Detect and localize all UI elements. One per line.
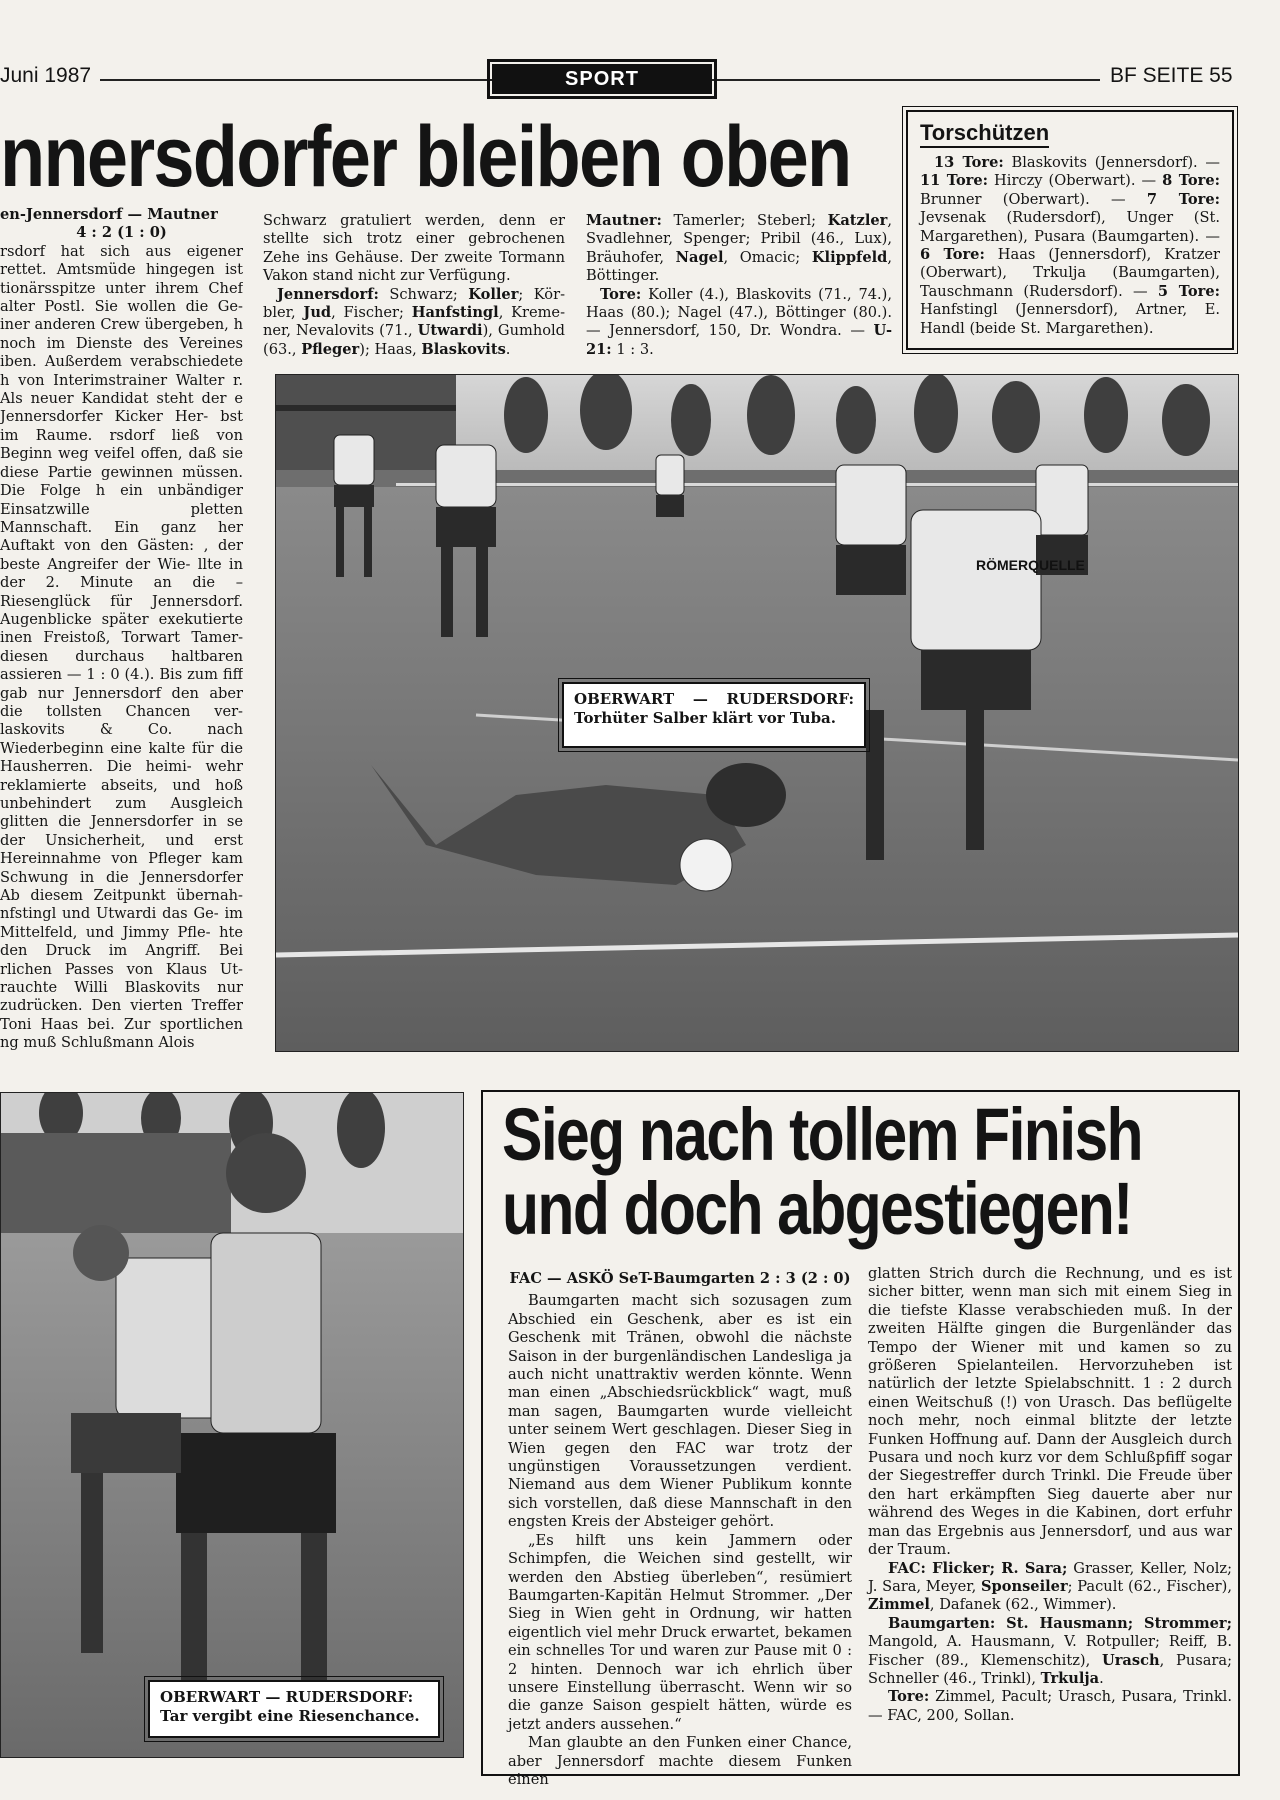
scorers-list: 13 Tore: Blaskovits (Jennersdorf). — 11 Tore: Hirczy (Oberwart). — 8 Tore: Brunner (Oberwart). — 7 Tore: Jevsenak (Rudersdorf), Unger (St. Margarethen), Pusara (Baumgarten). — 6 Tore: Haas (Jennersdorf), Kratzer (Oberwart), Trkulja (Baumgarten), Tauschmann (Rudersdorf). — 5 Tore: Hanfstingl (Jennersdorf), Artner, E. Handl (beide St. Margarethen). xyxy=(920,154,1221,337)
headline-jennersdorf: nnersdorfer bleiben oben xyxy=(0,109,851,205)
section-label: SPORT xyxy=(492,64,712,94)
match-score: 4 : 2 (1 : 0) xyxy=(76,224,167,242)
article2-paragraph-3: Man glaubte an den Funken einer Chance, aber Jennersdorf machte diesem Funken einen xyxy=(508,1734,852,1788)
lineup-jennersdorf: Jennersdorf: Schwarz; Koller; Kör- bler, Jud, Fischer; Hanfstingl, Kreme- ner, Nevalovits (71., Utwardi), Gumhold (63., Pfleger); Haas, Blaskovits. xyxy=(263,285,566,358)
photo2-illustration xyxy=(1,1093,463,1757)
article1-body-continued: Schwarz gratuliert werden, denn er stellte sich trotz einer gebrochenen Zehe ins Gehäuse. Der zweite Tormann Vakon stand nicht zur Verfügung. xyxy=(263,212,565,285)
article2-match-line: FAC — ASKÖ SeT-Baumgarten 2 : 3 (2 : 0) xyxy=(509,1270,851,1287)
lineup-fac: FAC: Flicker; R. Sara; Grasser, Keller, Nolz; J. Sara, Meyer, Sponseiler; Pacult (62., Fischer), Zimmel, Dafanek (62., Wimmer). xyxy=(868,1559,1232,1614)
lineup-baumgarten: Baumgarten: St. Hausmann; Strommer; Mangold, A. Hausmann, V. Rotpuller; Reiff, B. Fischer (89., Klemenschitz), Urasch, Pusara; Schneller (46., Trinkl), Trkulja. xyxy=(868,1614,1232,1687)
photo2-caption: OBERWART — RUDERSDORF: Tar vergibt eine Riesenchance. xyxy=(148,1680,440,1738)
page-number: BF SEITE 55 xyxy=(1104,64,1233,88)
issue-date: Juni 1987 xyxy=(0,64,97,88)
scorers-box xyxy=(906,110,1234,350)
article2-paragraph-1: Baumgarten macht sich sozusagen zum Abschied ein Geschenk, aber es ist ein Geschenk mit Tränen, obwohl die nächste Saison in der burgenländischen Landesliga ja auch nicht unattraktiv werden könnte. Wenn man einen „Abschiedsrückblick“ wagt, muß man sagen, Baumgarten wurde vielleicht unter seinem Wert geschlagen. Dieser Sieg in Wien gegen den FAC war trotz der ungünstigen Voraussetzungen verdient. Niemand aus dem Wiener Publikum konnte sich vorstellen, daß diese Mannschaft in den engsten Kreis der Absteiger gehört. xyxy=(508,1292,852,1531)
article2-paragraph-2: „Es hilft uns kein Jammern oder Schimpfen, die Weichen sind gestellt, wir werden den Abstieg überleben“, resümiert Baumgarten-Kapitän Helmut Strommer. „Der Sieg in Wien geht in Ordnung, wir hatten eigentlich viel mehr Druck erwartet, bekamen ein schnelles Tor und waren zur Pause mit 0 : 2 hinten. Dennoch war ich ehrlich über unsere Einstellung überrascht. Wenn wir so die ganze Saison gespielt hätten, würde es jetzt anders aussehen.“ xyxy=(508,1531,852,1733)
article1-body: rsdorf hat sich aus eigener rettet. Amtsmüde hingegen ist tionärsspitze unter ihrem Chef alter Postl. Sie wollen die Ge- iner anderen Crew übergeben, h noch im Dienste des Vereines iben. Außerdem verabschiedete h von Interimstrainer Walter r. Als neuer Kandidat steht der e Jennersdorfer Kicker Her- bst im Raume. rsdorf ließ von Beginn weg veifel offen, daß sie diese Partie gewinnen müssen. Die Folge h ein unbändiger Einsatzwille pletten Mannschaft. Ein ganz her Auftakt von den Gästen: , der beste Angreifer der Wie- llte in der 2. Minute an die – Riesenglück für Jennersdorf. Augenblicke später exekutierte inen Freistoß, Torwart Tamer- diesen durchaus haltbaren assieren — 1 : 0 (4.). Bis zum fiff gab nur Jennersdorf den aber die tollsten Chancen ver- laskovits & Co. nach Wiederbeginn eine kalte für die Hausherren. Die heimi- wehr reklamierte abseits, und hoß unbehindert zum Ausgleich glitten die Jennersdorfer in se der Unsicherheit, und erst Hereinnahme von Pfleger kam Schwung in die Jennersdorfer Ab diesem Zeitpunkt übernah- nfstingl und Utwardi das Ge- im Mittelfeld, und Jimmy Pfle- hte den Druck im Angriff. Bei rlichen Passes von Klaus Ut- rauchte Willi Blaskovits nur zudrücken. Den vierten Treffer Toni Haas bei. Zur sportlichen ng muß Schlußmann Alois xyxy=(0,242,243,1052)
article2-paragraph-4: glatten Strich durch die Rechnung, und es ist sicher bitter, wenn man sich mit einem Sieg in die tiefste Klasse verabschieden muß. In der zweiten Hälfte gingen die Burgenländer das Tempo der Wiener mit und kamen so zu größeren Spielanteilen. Hervorzuheben ist natürlich der letzte Spielabschnitt. 1 : 2 durch einen Weitschuß (!) von Urasch. Das beflügelte noch mehr, noch einmal blitzte der letzte Funken Hoffnung auf. Dann der Ausgleich durch Pusara und noch kurz vor dem Schlußpfiff sogar der Siegestreffer durch Trinkl. Die Freude über den hart erkämpften Sieg dauerte aber nur während des Weges in die Kabinen, dort erfuhr man das Ergebnis aus Jennersdorf, und aus war der Traum. xyxy=(868,1265,1232,1559)
jersey-sponsor: RÖMERQUELLE xyxy=(976,557,1085,573)
article2-column-1 xyxy=(508,1270,852,1789)
lineup-mautner: Mautner: Tamerler; Steberl; Katzler, Svadlehner, Spenger; Pribil (46., Lux), Bräuhofer, Nagel, Omacic; Klippfeld, Böttinger. xyxy=(586,212,892,285)
headline-sieg: Sieg nach tollem Finish und doch abgestiegen! xyxy=(502,1093,1142,1250)
article1-column-3 xyxy=(586,212,892,359)
match-line: en-Jennersdorf — Mautner xyxy=(0,206,218,223)
photo1-caption: OBERWART — RUDERSDORF: Torhüter Salber klärt vor Tuba. xyxy=(562,682,866,748)
goals-line: Tore: Koller (4.), Blaskovits (71., 74.), Haas (80.); Nagel (47.), Böttinger (80.). — Jennersdorf, 150, Dr. Wondra. — U-21: 1 : 3. xyxy=(586,285,892,358)
match-photo-chance xyxy=(0,1092,464,1758)
article1-column-2 xyxy=(263,212,565,359)
article2-column-2 xyxy=(868,1265,1232,1725)
scorers-title: Torschützen xyxy=(920,120,1049,148)
article1-column-1 xyxy=(0,206,243,1058)
article2-goals: Tore: Zimmel, Pacult; Urasch, Pusara, Trinkl. — FAC, 200, Sollan. xyxy=(868,1688,1232,1724)
